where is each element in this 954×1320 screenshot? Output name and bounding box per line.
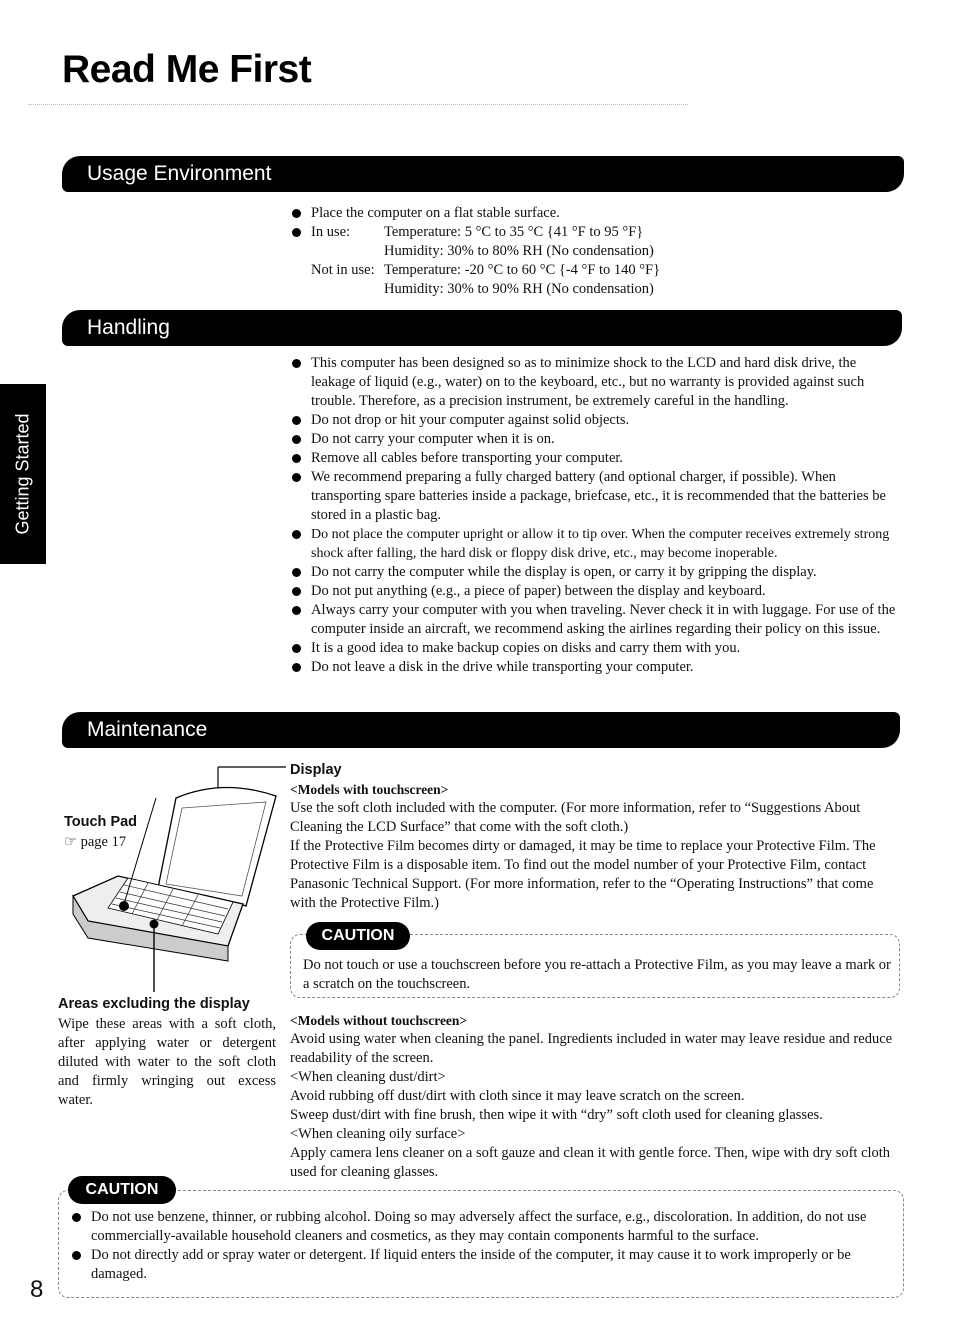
handling-item: It is a good idea to make backup copies on disks and carry them with you. [290,639,902,658]
touch-pad-ref-text: page 17 [80,834,127,850]
page-ref-icon: ☞ [64,834,77,850]
page-title: Read Me First [62,48,312,91]
handling-section [290,354,902,677]
handling-item: Do not carry the computer while the display is open, or carry it by gripping the display. [290,563,902,582]
areas-text: Wipe these areas with a soft cloth, after applying water or detergent diluted with water to the soft cloth and firmly wringing out excess water. [58,1016,276,1108]
touchscreen-heading: <Models with touchscreen> [290,782,449,797]
side-tab [0,384,46,564]
touchscreen-p2: If the Protective Film becomes dirty or damaged, it may be time to replace your Protective Film. The Protective Film is a disposable item. To find out the model number of your Protective Film, contact Panasonic Technical Support. (For more information, refer to the “Operating Instructions” that come with the Protective Film.) [290,838,876,911]
oily-heading: <When cleaning oily surface> [290,1126,466,1142]
laptop-illustration [58,756,286,996]
in-use-label: In use: [311,224,351,240]
caution-badge: CAUTION [68,1176,176,1204]
handling-item: This computer has been designed so as to minimize shock to the LCD and hard disk drive, the leakage of liquid (e.g., water) on to the keyboard, etc., but no warranty is provided against such trouble. Therefore, as a precision instrument, be extremely careful in the handling. [290,354,902,411]
areas-heading: Areas excluding the display [58,996,250,1012]
handling-list [290,354,902,677]
caution-item: Do not use benzene, thinner, or rubbing alcohol. Doing so may adversely affect the surface, e.g., discoloration. In addition, do not use commercially-available household cleaners and cosmetics, as they may contain components harmful to the surface. [70,1208,892,1246]
caution-item: Do not directly add or spray water or detergent. If liquid enters the inside of the computer, it may cause it to work improperly or be damaged. [70,1246,892,1284]
section-maintenance-heading: Maintenance [62,712,900,748]
handling-item: Do not put anything (e.g., a piece of paper) between the display and keyboard. [290,582,902,601]
not-in-use-label: Not in use: [311,262,375,278]
usage-section [290,204,890,299]
in-use-humidity: Humidity: 30% to 80% RH (No condensation) [384,243,654,259]
not-in-use-temp: Temperature: -20 °C to 60 °C {-4 °F to 140 °F} [384,262,661,278]
touch-pad-ref [64,833,126,852]
no-touchscreen-p1: Avoid using water when cleaning the panel. Ingredients included in water may leave residue and reduce readability of the screen. [290,1031,893,1066]
dust-heading: <When cleaning dust/dirt> [290,1069,446,1085]
page-number: 8 [30,1276,44,1303]
handling-item: Do not carry your computer when it is on. [290,430,902,449]
display-section [290,761,900,913]
side-tab-label: Getting Started [12,413,33,535]
display-heading: Display [290,762,342,778]
caution-general-text [70,1208,892,1284]
handling-item: We recommend preparing a fully charged battery (and optional charger, if possible). When transporting spare batteries inside a package, briefcase, etc., it is recommended that the batteries be stored in a plastic bag. [290,468,902,525]
caution-badge: CAUTION [306,922,410,950]
in-use-temp: Temperature: 5 °C to 35 °C {41 °F to 95 °F} [384,224,644,240]
no-touchscreen-heading: <Models without touchscreen> [290,1013,468,1028]
dust-p2: Sweep dust/dirt with fine brush, then wipe it with “dry” soft cloth used for cleaning glasses. [290,1107,823,1123]
title-rule [28,104,688,105]
handling-item: Always carry your computer with you when traveling. Never check it in with luggage. For use of the computer inside an aircraft, we recommend asking the airlines regarding their policy on this issue. [290,601,902,639]
handling-item: Remove all cables before transporting your computer. [290,449,902,468]
section-handling-heading: Handling [62,310,902,346]
usage-place: Place the computer on a flat stable surface. [290,204,890,223]
oily-p1: Apply camera lens cleaner on a soft gauze and clean it with gentle force. Then, wipe with dry soft cloth used for cleaning glasses. [290,1145,891,1180]
handling-item: Do not leave a disk in the drive while transporting your computer. [290,658,902,677]
usage-in-use-temp [290,223,890,242]
not-in-use-humidity: Humidity: 30% to 90% RH (No condensation) [384,281,654,297]
section-usage-heading: Usage Environment [62,156,904,192]
touch-pad-label: Touch Pad [64,814,138,830]
dust-p1: Avoid rubbing off dust/dirt with cloth since it may leave scratch on the screen. [290,1088,745,1104]
handling-item: Do not place the computer upright or allow it to tip over. When the computer receives extremely strong shock after falling, the hard disk or floppy disk drive, etc., may become inoperable. [290,525,902,563]
touchscreen-p1: Use the soft cloth included with the computer. (For more information, refer to “Suggestions About Cleaning the LCD Surface” that come with the soft cloth.) [290,800,861,835]
no-touchscreen-section [290,1011,902,1182]
caution-text-touchscreen: Do not touch or use a touchscreen before you re-attach a Protective Film, as you may leave a mark or a scratch on the touchscreen. [303,957,891,992]
handling-item: Do not drop or hit your computer against solid objects. [290,411,902,430]
